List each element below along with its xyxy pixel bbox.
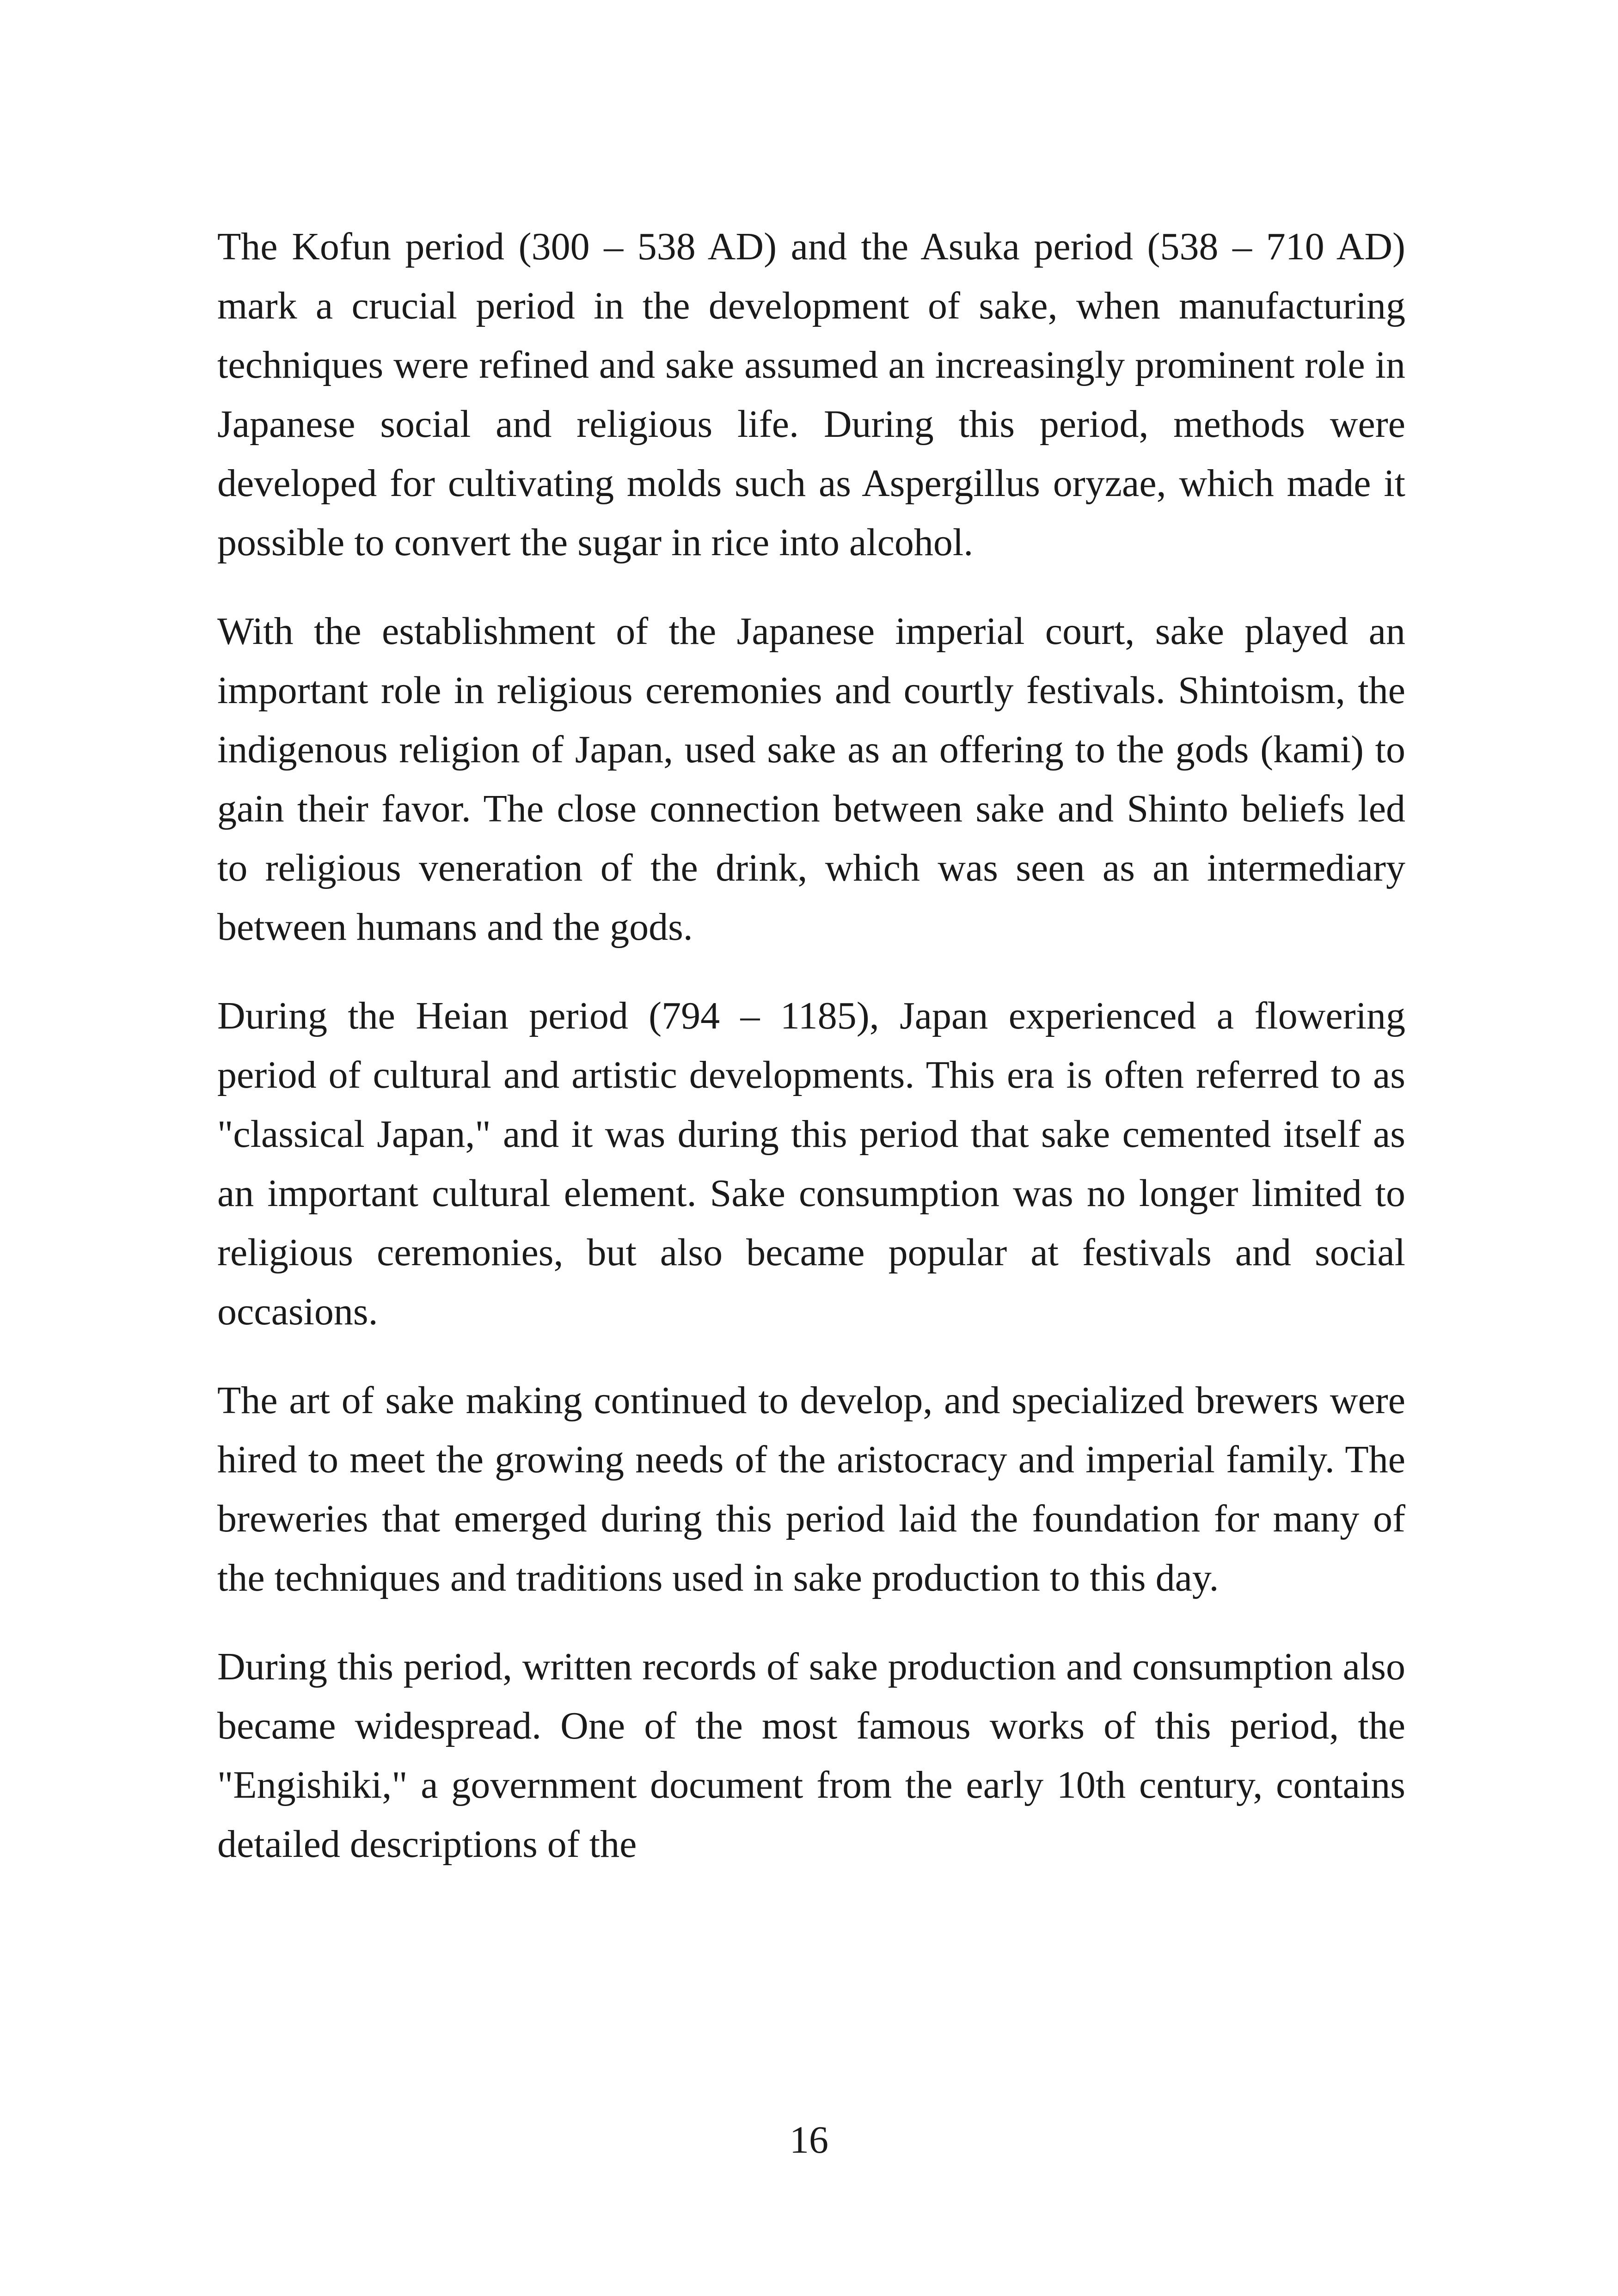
page-number: 16 [790, 2118, 828, 2161]
paragraph-heian-period: During the Heian period (794 – 1185), Japan experienced a flowering period of cultural and artistic developments. This era is often referred to as "classical Japan," and it was during this period that sake cemented itself as an important cultural element. Sake consumption was no longer limited to religious ceremonies, but also became popular at festivals and social occasions. [217, 994, 1405, 1333]
paragraph-imperial-court: With the establishment of the Japanese imperial court, sake played an important role in religious ceremonies and courtly festivals. Shintoism, the indigenous religion of Japan, used sake as an offering to the gods (kami) to gain their favor. The close connection between sake and Shinto beliefs led to religious veneration of the drink, which was seen as an intermediary between humans and the gods. [217, 610, 1405, 949]
paragraph-kofun-asuka: The Kofun period (300 – 538 AD) and the Asuka period (538 – 710 AD) mark a crucial period in the development of sake, when manufacturing techniques were refined and sake assumed an increasingly prominent role in Japanese social and religious life. During this period, methods were developed for cultivating molds such as Aspergillus oryzae, which made it possible to convert the sugar in rice into alcohol. [217, 225, 1405, 564]
paragraph-written-records: During this period, written records of sake production and consumption also became widespread. One of the most famous works of this period, the "Engishiki," a government document from the early 10th century, contains detailed descriptions of the [217, 1645, 1405, 1866]
paragraph-sake-making: The art of sake making continued to develop, and specialized brewers were hired to meet the growing needs of the aristocracy and imperial family. The breweries that emerged during this period laid the foundation for many of the techniques and traditions used in sake production to this day. [217, 1379, 1405, 1599]
body-text [217, 217, 1405, 1904]
